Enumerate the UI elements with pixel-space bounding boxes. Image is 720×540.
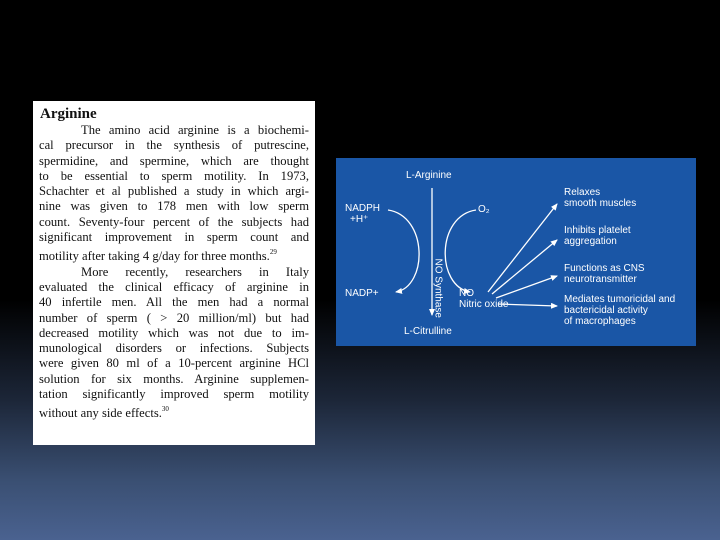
document-line: More recently, researchers in Italy <box>81 264 309 279</box>
document-line: spermidine, and spermine, which are thought <box>39 153 309 168</box>
nadp-plus-label: NADP+ <box>345 288 379 299</box>
o2-label: O₂ <box>478 204 490 215</box>
document-line-text: without any side effects. <box>39 406 162 421</box>
nadph-cofactor-arrow <box>388 210 419 292</box>
effect-line: of macrophages <box>564 316 636 327</box>
arginine-document <box>33 101 315 445</box>
document-line-text: motility after taking 4 g/day for three months. <box>39 249 270 264</box>
oxygen-to-no-arrow <box>445 210 476 292</box>
reference-29: 29 <box>269 248 277 257</box>
document-line: The amino acid arginine is a biochemi- <box>81 123 309 137</box>
document-line: evaluated the clinical efficacy of arginine in <box>39 279 309 294</box>
document-line: decreased motility which was not due to im- <box>39 325 309 340</box>
document-title: Arginine <box>40 106 97 122</box>
effect-line: bactericidal activity <box>564 305 648 316</box>
document-line: 40 infertile men. All the men had a normal <box>39 295 309 310</box>
effect-relaxes <box>564 187 636 209</box>
document-line: were given 80 ml of a 10-percent arginine HCl <box>39 356 309 371</box>
document-line: count. Seventy-four percent of the subjects had <box>39 214 309 229</box>
document-line: Schachter et al published a study in which argi- <box>39 184 309 199</box>
document-line: tation significantly improved sperm motility <box>39 387 309 402</box>
nitric-oxide-label: Nitric oxide <box>459 299 509 310</box>
effect-cns <box>564 263 645 285</box>
no-synthase-label: NO Synthase <box>432 258 444 318</box>
effect-line: aggregation <box>564 236 617 247</box>
document-line: significant improvement in sperm count and <box>39 230 309 245</box>
effect-line: Functions as CNS <box>564 263 645 274</box>
document-line: solution for six months. Arginine supplemen- <box>39 371 309 386</box>
document-line: to be essential to sperm motility. In 1973, <box>39 168 309 183</box>
effect-arrow-cns <box>496 276 557 298</box>
effect-arrow-platelet <box>492 240 557 294</box>
no-label: NO <box>459 288 474 299</box>
nadph-label: NADPH <box>345 203 381 214</box>
effect-line: Mediates tumoricidal and <box>564 294 676 305</box>
effect-line: Inhibits platelet <box>564 225 631 236</box>
document-line <box>39 402 309 421</box>
effect-line: neurotransmitter <box>564 274 637 285</box>
l-citrulline-label: L-Citrulline <box>404 326 452 337</box>
document-line: nine was given to 178 men with low sperm <box>39 199 309 214</box>
effect-line: smooth muscles <box>564 198 637 209</box>
h-plus-label: +H⁺ <box>350 214 369 225</box>
document-line: number of sperm ( > 20 million/ml) but had <box>39 310 309 325</box>
effect-line: Relaxes <box>564 187 601 198</box>
document-line: munological disorders or infections. Subjects <box>39 341 309 356</box>
document-line <box>39 245 309 264</box>
nitric-oxide-pathway-diagram <box>336 158 696 346</box>
effect-platelet <box>564 225 631 247</box>
document-body <box>39 123 309 422</box>
document-line: cal precursor in the synthesis of putrescine, <box>39 138 309 153</box>
reference-30: 30 <box>161 405 169 414</box>
effect-macrophages <box>564 294 675 327</box>
l-arginine-label: L-Arginine <box>406 170 452 181</box>
